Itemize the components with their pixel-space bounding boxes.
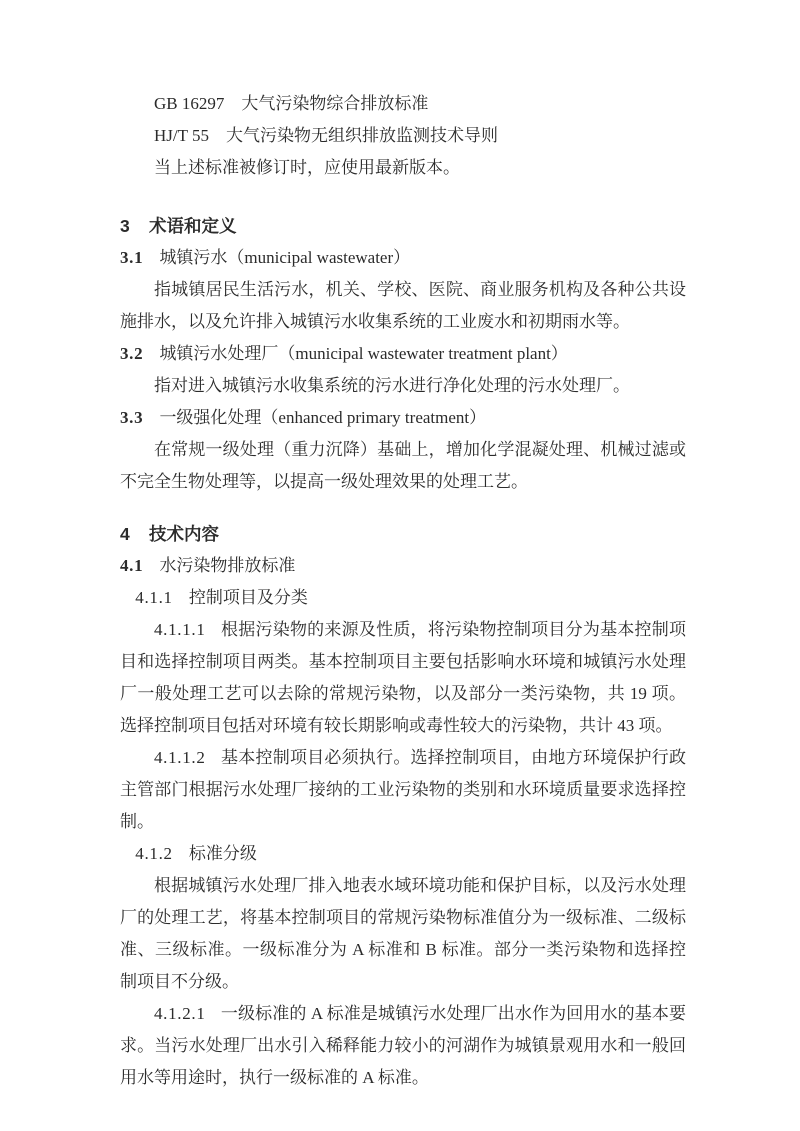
- reference-list: [120, 88, 686, 184]
- clause-3-3-term: 一级强化处理（enhanced primary treatment）: [159, 408, 487, 427]
- clause-4-1-2-1-number: 4.1.2.1: [154, 1004, 206, 1023]
- clause-4-1-2-1-paragraph: [120, 998, 686, 1094]
- clause-3-1-number: 3.1: [120, 248, 144, 267]
- clause-4-1-1-1-paragraph: [120, 614, 686, 742]
- section-3-title: 术语和定义: [148, 216, 237, 236]
- clause-4-1-heading: [120, 550, 686, 582]
- clause-4-1-title: 水污染物排放标准: [159, 556, 296, 575]
- clause-4-1-2-number: 4.1.2: [135, 844, 173, 863]
- clause-4-1-1-1-text: 根据污染物的来源及性质，将污染物控制项目分为基本控制项目和选择控制项目两类。基本控制项目主要包括影响水环境和城镇污水处理厂一般处理工艺可以去除的常规污染物，以及部分一类污染物，共 19 项。选择控制项目包括对环境有较长期影响或毒性较大的污染物，共计 43 项。: [120, 620, 686, 735]
- clause-4-1-2-body: 根据城镇污水处理厂排入地表水域环境功能和保护目标，以及污水处理厂的处理工艺，将基本控制项目的常规污染物标准值分为一级标准、二级标准、三级标准。一级标准分为 A 标准和 B 标准。部分一类污染物和选择控制项目不分级。: [120, 876, 686, 991]
- section-3-number: 3: [120, 216, 130, 236]
- reference-item: GB 16297 大气污染物综合排放标准: [154, 94, 429, 113]
- clause-4-1-1-2-paragraph: [120, 742, 686, 838]
- section-4-heading: [120, 518, 686, 550]
- clause-4-1-2-heading: [120, 838, 686, 870]
- clause-4-1-1-2-number: 4.1.1.2: [154, 748, 206, 767]
- clause-3-2-heading: [120, 338, 686, 370]
- clause-3-2-term: 城镇污水处理厂（municipal wastewater treatment plant）: [159, 344, 568, 363]
- clause-4-1-2-title: 标准分级: [188, 844, 257, 863]
- clause-3-1-heading: [120, 242, 686, 274]
- clause-3-3-body: 在常规一级处理（重力沉降）基础上，增加化学混凝处理、机械过滤或不完全生物处理等，以提高一级处理效果的处理工艺。: [120, 440, 686, 491]
- clause-4-1-number: 4.1: [120, 556, 144, 575]
- clause-3-2-number: 3.2: [120, 344, 144, 363]
- section-4-number: 4: [120, 524, 130, 544]
- clause-4-1-1-heading: [120, 582, 686, 614]
- clause-4-1-1-2-text: 基本控制项目必须执行。选择控制项目，由地方环境保护行政主管部门根据污水处理厂接纳的工业污染物的类别和水环境质量要求选择控制。: [120, 748, 686, 831]
- clause-3-1-body: 指城镇居民生活污水，机关、学校、医院、商业服务机构及各种公共设施排水，以及允许排入城镇污水收集系统的工业废水和初期雨水等。: [120, 280, 686, 331]
- section-4-title: 技术内容: [148, 524, 219, 544]
- clause-3-2-body: 指对进入城镇污水收集系统的污水进行净化处理的污水处理厂。: [154, 376, 630, 395]
- clause-4-1-1-title: 控制项目及分类: [188, 588, 308, 607]
- section-3-heading: [120, 210, 686, 242]
- reference-item: 当上述标准被修订时，应使用最新版本。: [154, 158, 460, 177]
- reference-item: HJ/T 55 大气污染物无组织排放监测技术导则: [154, 126, 498, 145]
- clause-3-3-number: 3.3: [120, 408, 144, 427]
- clause-4-1-1-1-number: 4.1.1.1: [154, 620, 206, 639]
- clause-4-1-2-1-text: 一级标准的 A 标准是城镇污水处理厂出水作为回用水的基本要求。当污水处理厂出水引入稀释能力较小的河湖作为城镇景观用水和一般回用水等用途时，执行一级标准的 A 标准。: [120, 1004, 686, 1087]
- clause-3-1-term: 城镇污水（municipal wastewater）: [159, 248, 411, 267]
- clause-3-3-heading: [120, 402, 686, 434]
- clause-4-1-1-number: 4.1.1: [135, 588, 173, 607]
